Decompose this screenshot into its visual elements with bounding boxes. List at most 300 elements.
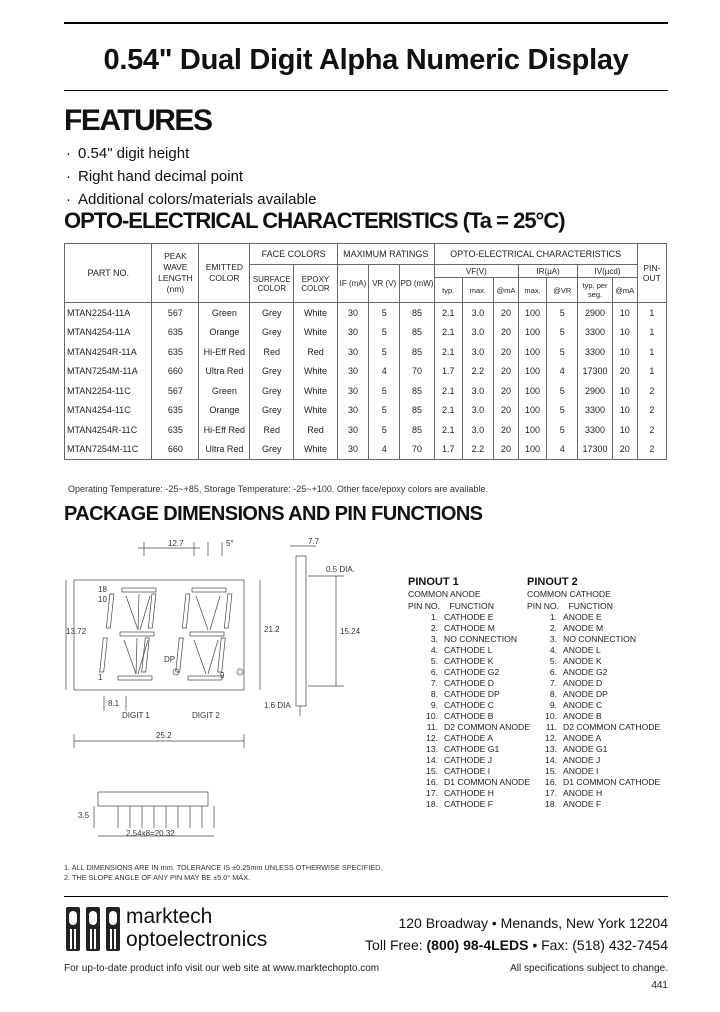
- table-row: [65, 323, 667, 343]
- table-cell: 20: [494, 323, 519, 343]
- pin-row: [527, 667, 660, 678]
- col-ir-vr: @VR: [547, 278, 578, 303]
- table-cell: 3.0: [462, 401, 493, 421]
- table-cell: 5: [369, 420, 400, 440]
- company-name-line1: marktech: [126, 905, 213, 928]
- table-cell: 85: [400, 401, 434, 421]
- pin-number: 3.: [549, 634, 557, 644]
- table-cell: 70: [400, 362, 434, 382]
- dim-8-1: 8.1: [108, 699, 120, 708]
- pin-number: 17.: [545, 788, 557, 798]
- bottom-pins: [118, 806, 214, 828]
- dim-25-2: 25.2: [156, 731, 172, 740]
- table-cell: 10: [612, 303, 637, 323]
- table-cell: 3.0: [462, 381, 493, 401]
- col-emitted: EMITTED COLOR: [199, 244, 250, 303]
- table-cell: 660: [152, 440, 199, 460]
- pinout-1-list: [408, 612, 530, 810]
- table-cell: 4: [369, 362, 400, 382]
- table-cell: 85: [400, 381, 434, 401]
- fax-number: • Fax: (518) 432-7454: [532, 937, 668, 953]
- col-iv-typ: typ. per seg.: [578, 278, 612, 303]
- table-cell: 100: [519, 381, 547, 401]
- pin-number: 1.: [430, 612, 438, 622]
- col-part-no: PART NO.: [65, 244, 152, 303]
- digit-2-label: DIGIT 2: [192, 711, 220, 720]
- table-cell: 10: [612, 342, 637, 362]
- pinout-1: [408, 576, 530, 810]
- footer-rule: [64, 896, 668, 897]
- table-cell: 2.1: [434, 342, 462, 362]
- pin-row: [408, 755, 530, 766]
- table-cell: Hi-Eff Red: [199, 342, 250, 362]
- table-row: [65, 362, 667, 382]
- pin-row: [527, 766, 660, 777]
- pin-function: ANODE K: [563, 656, 602, 666]
- table-cell: Grey: [250, 303, 294, 323]
- opto-characteristics-table: [64, 243, 667, 460]
- table-cell: 2900: [578, 381, 612, 401]
- table-cell: MTAN4254R-11C: [65, 420, 152, 440]
- table-cell: 5: [547, 323, 578, 343]
- table-row: [65, 401, 667, 421]
- pin-function: D1 COMMON ANODE: [444, 777, 530, 787]
- pin-row: [408, 623, 530, 634]
- feature-item: · Right hand decimal point: [66, 168, 244, 185]
- table-cell: 100: [519, 440, 547, 460]
- table-cell: White: [294, 303, 338, 323]
- pin-row: [408, 656, 530, 667]
- table-cell: 2900: [578, 303, 612, 323]
- dim-5-deg: 5°: [226, 539, 234, 548]
- pin-number: 15.: [545, 766, 557, 776]
- tollfree-label: Toll Free:: [365, 937, 423, 953]
- pin-row: [408, 722, 530, 733]
- table-cell: 30: [337, 323, 368, 343]
- pin-number: 18.: [545, 799, 557, 809]
- pin-row: [408, 711, 530, 722]
- table-cell: 10: [612, 420, 637, 440]
- top-rule: [64, 22, 668, 24]
- table-cell: 2.1: [434, 420, 462, 440]
- table-cell: 4: [547, 362, 578, 382]
- dim-3-5: 3.5: [78, 811, 90, 820]
- table-cell: 30: [337, 401, 368, 421]
- pin-function: ANODE C: [563, 700, 603, 710]
- pin-row: [527, 755, 660, 766]
- company-name-line2: optoelectronics: [126, 928, 268, 951]
- pin-number: 5.: [430, 656, 438, 666]
- table-cell: 17300: [578, 440, 612, 460]
- pinout-1-type: COMMON ANODE: [408, 589, 481, 599]
- features-heading: FEATURES: [64, 104, 212, 137]
- col-iv-ma: @mA: [612, 278, 637, 303]
- table-cell: MTAN2254-11A: [65, 303, 152, 323]
- col-iv: IV(µcd): [578, 265, 637, 278]
- table-cell: White: [294, 362, 338, 382]
- title-rule: [64, 90, 668, 91]
- pin-function: CATHODE G2: [444, 667, 500, 677]
- pinout-2-list: [527, 612, 660, 810]
- table-cell: Red: [294, 420, 338, 440]
- table-cell: 20: [494, 303, 519, 323]
- dp-2-dot: [237, 669, 243, 675]
- pin-row: [527, 799, 660, 810]
- col-if: IF (mA): [337, 265, 368, 303]
- table-cell: 2.1: [434, 401, 462, 421]
- pin-function: CATHODE C: [444, 700, 494, 710]
- table-cell: 2.2: [462, 440, 493, 460]
- table-cell: Grey: [250, 381, 294, 401]
- pin-function: CATHODE DP: [444, 689, 500, 699]
- col-pd: PD (mW): [400, 265, 434, 303]
- pin-row: [527, 744, 660, 755]
- pinout-2-title: PINOUT 2: [527, 576, 578, 588]
- table-cell: 70: [400, 440, 434, 460]
- table-cell: 3300: [578, 420, 612, 440]
- pin-function: ANODE L: [563, 645, 601, 655]
- pin-function: CATHODE K: [444, 656, 494, 666]
- pin-row: [527, 634, 660, 645]
- table-cell: 100: [519, 342, 547, 362]
- pin-function: ANODE E: [563, 612, 602, 622]
- table-cell: 100: [519, 401, 547, 421]
- pin-row: [527, 700, 660, 711]
- table-cell: 5: [547, 303, 578, 323]
- table-cell: White: [294, 323, 338, 343]
- table-cell: MTAN4254R-11A: [65, 342, 152, 362]
- pinout-2-columns: PIN NO. FUNCTION: [527, 601, 613, 611]
- table-cell: 20: [494, 342, 519, 362]
- pin-function: ANODE G2: [563, 667, 608, 677]
- table-cell: 2.1: [434, 303, 462, 323]
- table-cell: 17300: [578, 362, 612, 382]
- pin-number: 12.: [545, 733, 557, 743]
- table-cell: 2.2: [462, 362, 493, 382]
- table-cell: Red: [250, 342, 294, 362]
- table-cell: 20: [494, 440, 519, 460]
- pin-row: [527, 711, 660, 722]
- pin-number: 14.: [545, 755, 557, 765]
- table-row: [65, 381, 667, 401]
- pin-function: CATHODE B: [444, 711, 494, 721]
- pin-row: [527, 733, 660, 744]
- col-vf: VF(V): [434, 265, 518, 278]
- pin-function: CATHODE F: [444, 799, 494, 809]
- table-cell: 3.0: [462, 342, 493, 362]
- contact-line: [365, 934, 668, 956]
- table-cell: 5: [369, 401, 400, 421]
- spec-change-note: All specifications subject to change.: [510, 963, 668, 974]
- company-address: [365, 912, 668, 956]
- table-cell: 20: [494, 401, 519, 421]
- table-cell: 10: [612, 381, 637, 401]
- table-cell: Grey: [250, 323, 294, 343]
- table-cell: 2: [637, 401, 666, 421]
- website-note: For up-to-date product info visit our web site at www.marktechopto.com: [64, 963, 380, 974]
- opto-heading: OPTO-ELECTRICAL CHARACTERISTICS (Ta = 25°C): [64, 208, 565, 233]
- table-cell: 85: [400, 323, 434, 343]
- dp-label: DP: [164, 655, 176, 664]
- package-drawing: [64, 536, 404, 856]
- pin-function: NO CONNECTION: [444, 634, 518, 644]
- table-cell: Green: [199, 381, 250, 401]
- pin-function: D2 COMMON CATHODE: [563, 722, 661, 732]
- table-cell: 1: [637, 303, 666, 323]
- marktech-logo-icon: [64, 905, 122, 953]
- pin-number: 9.: [549, 700, 557, 710]
- col-max-ratings: MAXIMUM RATINGS: [337, 244, 434, 265]
- table-cell: 100: [519, 420, 547, 440]
- pin-row: [408, 788, 530, 799]
- col-ir-max: max.: [519, 278, 547, 303]
- table-cell: 2: [637, 440, 666, 460]
- pin-number: 10.: [426, 711, 438, 721]
- pin-number: 7.: [430, 678, 438, 688]
- tollfree-number: (800) 98-4LEDS: [426, 937, 529, 953]
- table-note: Operating Temperature: -25~+85, Storage Temperature: -25~+100. Other face/epoxy colors are available.: [68, 484, 488, 494]
- table-cell: 20: [494, 381, 519, 401]
- table-cell: 5: [547, 381, 578, 401]
- pin-row: [408, 689, 530, 700]
- pin-row: [408, 777, 530, 788]
- table-cell: 1: [637, 323, 666, 343]
- table-cell: 5: [547, 401, 578, 421]
- pin-number: 6.: [549, 667, 557, 677]
- table-row: [65, 420, 667, 440]
- table-cell: 5: [369, 323, 400, 343]
- table-cell: 100: [519, 323, 547, 343]
- col-vr: VR (V): [369, 265, 400, 303]
- table-cell: MTAN4254-11A: [65, 323, 152, 343]
- pin-number: 13.: [545, 744, 557, 754]
- table-cell: 3300: [578, 401, 612, 421]
- table-cell: Red: [294, 342, 338, 362]
- pin-number: 15.: [426, 766, 438, 776]
- col-vf-typ: typ.: [434, 278, 462, 303]
- pin-row: [408, 634, 530, 645]
- table-row: [65, 342, 667, 362]
- pinout-2: [527, 576, 660, 810]
- pin-function: ANODE H: [563, 788, 603, 798]
- pin-10-label: 10: [98, 595, 107, 604]
- col-vf-ma: @mA: [494, 278, 519, 303]
- dim-15-24: 15.24: [340, 627, 361, 636]
- pin-number: 4.: [549, 645, 557, 655]
- pin-number: 13.: [426, 744, 438, 754]
- side-body-outline: [296, 556, 306, 706]
- dim-13-72: 13.72: [66, 627, 87, 636]
- pin-number: 3.: [430, 634, 438, 644]
- street-address: 120 Broadway • Menands, New York 12204: [398, 915, 668, 931]
- pin-function: ANODE DP: [563, 689, 608, 699]
- table-cell: 10: [612, 323, 637, 343]
- table-cell: 4: [547, 440, 578, 460]
- table-cell: 5: [369, 342, 400, 362]
- pin-function: ANODE G1: [563, 744, 608, 754]
- pin-function: CATHODE G1: [444, 744, 500, 754]
- table-cell: 30: [337, 303, 368, 323]
- bottom-view-outline: [98, 792, 208, 806]
- pin-number: 6.: [430, 667, 438, 677]
- table-cell: 85: [400, 420, 434, 440]
- dimension-notes: [64, 863, 382, 883]
- table-cell: 2: [637, 420, 666, 440]
- pin-row: [408, 678, 530, 689]
- table-cell: MTAN4254-11C: [65, 401, 152, 421]
- pin-number: 10.: [545, 711, 557, 721]
- pin-row: [408, 733, 530, 744]
- table-cell: MTAN7254M-11A: [65, 362, 152, 382]
- pin-number: 11.: [426, 722, 438, 732]
- pin-number: 8.: [549, 689, 557, 699]
- pin-function: CATHODE I: [444, 766, 491, 776]
- pin-number: 16.: [426, 777, 438, 787]
- dim-12-7: 12.7: [168, 539, 184, 548]
- pin-row: [527, 722, 660, 733]
- table-cell: Orange: [199, 401, 250, 421]
- table-cell: White: [294, 440, 338, 460]
- table-cell: 3.0: [462, 323, 493, 343]
- table-cell: 10: [612, 401, 637, 421]
- table-cell: 85: [400, 342, 434, 362]
- col-epoxy: EPOXY COLOR: [294, 265, 338, 303]
- pin-number: 5.: [549, 656, 557, 666]
- table-cell: 1.7: [434, 440, 462, 460]
- pin-function: ANODE B: [563, 711, 602, 721]
- pin-function: CATHODE J: [444, 755, 493, 765]
- pin-row: [527, 645, 660, 656]
- table-cell: 3300: [578, 342, 612, 362]
- pin-number: 11.: [545, 722, 557, 732]
- pin-number: 14.: [426, 755, 438, 765]
- pin-18-label: 18: [98, 585, 107, 594]
- page-title: 0.54" Dual Digit Alpha Numeric Display: [103, 44, 629, 76]
- pin-row: [408, 799, 530, 810]
- table-cell: 635: [152, 342, 199, 362]
- table-row: [65, 440, 667, 460]
- pin-row: [527, 612, 660, 623]
- table-cell: 5: [547, 420, 578, 440]
- table-cell: 5: [369, 303, 400, 323]
- table-cell: Orange: [199, 323, 250, 343]
- pin-function: D1 COMMON CATHODE: [563, 777, 661, 787]
- table-cell: 567: [152, 303, 199, 323]
- table-cell: 30: [337, 420, 368, 440]
- col-face-colors: FACE COLORS: [250, 244, 337, 265]
- table-cell: MTAN2254-11C: [65, 381, 152, 401]
- note-2: 2. THE SLOPE ANGLE OF ANY PIN MAY BE ±5.0° MAX.: [64, 873, 251, 882]
- table-cell: 20: [494, 420, 519, 440]
- table-cell: 567: [152, 381, 199, 401]
- table-cell: White: [294, 401, 338, 421]
- features-list: [66, 142, 316, 211]
- table-cell: 20: [612, 362, 637, 382]
- pin-row: [527, 777, 660, 788]
- table-cell: Green: [199, 303, 250, 323]
- table-cell: 1: [637, 362, 666, 382]
- dim-7-7: 7.7: [308, 537, 320, 546]
- pin-function: CATHODE A: [444, 733, 494, 743]
- pin-row: [527, 678, 660, 689]
- pin-row: [408, 645, 530, 656]
- dim-21-2: 21.2: [264, 625, 280, 634]
- pin-number: 8.: [430, 689, 438, 699]
- table-cell: Grey: [250, 401, 294, 421]
- pin-function: CATHODE L: [444, 645, 493, 655]
- pin-9-label: 9: [220, 671, 225, 680]
- pin-function: NO CONNECTION: [563, 634, 637, 644]
- pin-number: 16.: [545, 777, 557, 787]
- pin-row: [408, 700, 530, 711]
- note-1: 1. ALL DIMENSIONS ARE IN mm. TOLERANCE IS ±0.25mm UNLESS OTHERWISE SPECIFIED.: [64, 863, 383, 872]
- table-cell: Grey: [250, 362, 294, 382]
- table-cell: 100: [519, 362, 547, 382]
- col-vf-max: max.: [462, 278, 493, 303]
- pinout-1-title: PINOUT 1: [408, 576, 459, 588]
- pin-function: ANODE A: [563, 733, 602, 743]
- pinout-2-type: COMMON CATHODE: [527, 589, 611, 599]
- table-cell: Red: [250, 420, 294, 440]
- table-cell: 2: [637, 381, 666, 401]
- col-peak-wave: PEAK WAVE LENGTH (nm): [152, 244, 199, 303]
- pin-function: CATHODE M: [444, 623, 495, 633]
- pin-row: [408, 766, 530, 777]
- col-pin-out: PIN-OUT: [637, 244, 666, 303]
- pin-row: [408, 667, 530, 678]
- table-cell: 635: [152, 401, 199, 421]
- pin-1-label: 1: [98, 673, 103, 682]
- table-cell: 30: [337, 381, 368, 401]
- table-cell: 2.1: [434, 323, 462, 343]
- package-heading: PACKAGE DIMENSIONS AND PIN FUNCTIONS: [64, 503, 483, 525]
- pin-number: 4.: [430, 645, 438, 655]
- pin-function: D2 COMMON ANODE: [444, 722, 530, 732]
- pin-row: [408, 744, 530, 755]
- pin-number: 7.: [549, 678, 557, 688]
- table-cell: 635: [152, 323, 199, 343]
- pin-function: ANODE D: [563, 678, 603, 688]
- table-row: [65, 303, 667, 323]
- pin-number: 1.: [549, 612, 557, 622]
- table-cell: MTAN7254M-11C: [65, 440, 152, 460]
- pin-function: CATHODE H: [444, 788, 494, 798]
- pin-function: CATHODE E: [444, 612, 494, 622]
- pin-number: 2.: [430, 623, 438, 633]
- pin-number: 17.: [426, 788, 438, 798]
- feature-item: · 0.54" digit height: [66, 145, 190, 162]
- col-ir: IR(µA): [519, 265, 578, 278]
- table-cell: 30: [337, 342, 368, 362]
- pin-function: ANODE M: [563, 623, 604, 633]
- col-opto-chars: OPTO-ELECTRICAL CHARACTERISTICS: [434, 244, 637, 265]
- pin-function: CATHODE D: [444, 678, 494, 688]
- table-cell: 100: [519, 303, 547, 323]
- table-cell: 20: [494, 362, 519, 382]
- pin-row: [527, 656, 660, 667]
- pinout-1-columns: PIN NO. FUNCTION: [408, 601, 494, 611]
- dim-0-5-dia: 0.5 DIA.: [326, 565, 355, 574]
- table-cell: Ultra Red: [199, 440, 250, 460]
- pin-row: [527, 623, 660, 634]
- dim-pitch: 2.54x8=20.32: [126, 829, 175, 838]
- pin-number: 9.: [430, 700, 438, 710]
- table-cell: 4: [369, 440, 400, 460]
- pin-function: ANODE I: [563, 766, 599, 776]
- company-name: [126, 905, 267, 951]
- dim-1-6-dia: 1.6 DIA: [264, 701, 291, 710]
- table-cell: Grey: [250, 440, 294, 460]
